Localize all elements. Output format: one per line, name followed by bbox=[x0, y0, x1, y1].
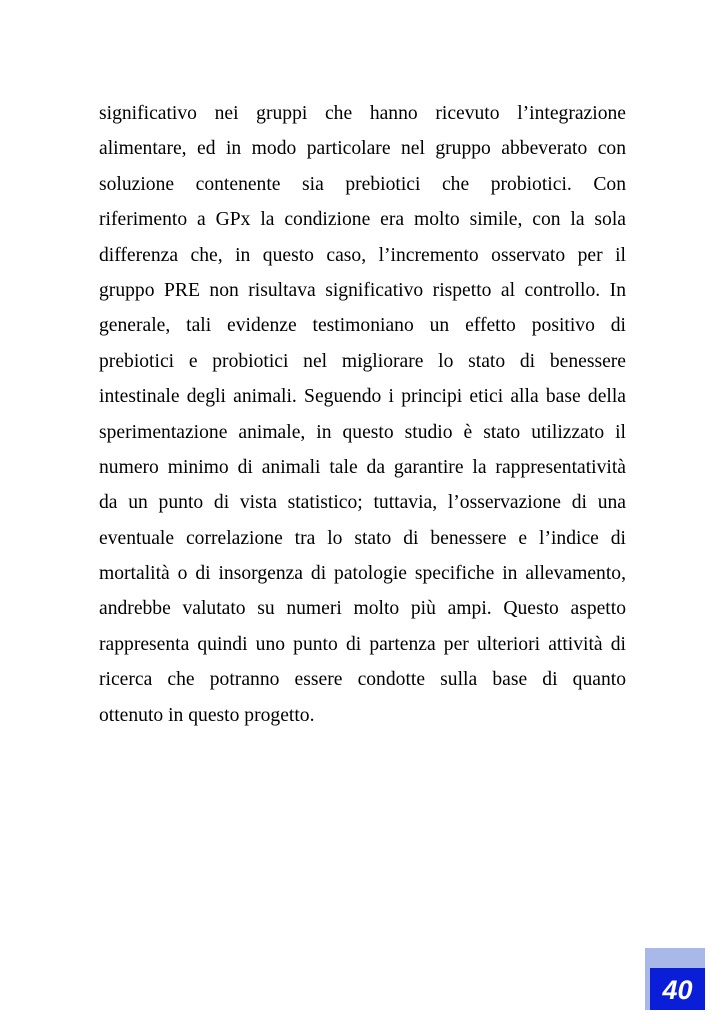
paragraph-line: prebiotici e probiotici nel migliorare lo stato di benessere bbox=[99, 350, 626, 372]
paragraph-line: generale, tali evidenze testimoniano un effetto positivo di bbox=[99, 315, 626, 337]
paragraph-line: mortalità o di insorgenza di patologie specifiche in allevamento, bbox=[99, 563, 626, 585]
paragraph-line: intestinale degli animali. Seguendo i principi etici alla base della bbox=[99, 386, 626, 408]
paragraph-line: alimentare, ed in modo particolare nel gruppo abbeverato con bbox=[99, 138, 626, 160]
paragraph-line: numero minimo di animali tale da garantire la rappresentatività bbox=[99, 456, 626, 478]
paragraph-line: riferimento a GPx la condizione era molto simile, con la sola bbox=[99, 209, 626, 231]
paragraph-line: differenza che, in questo caso, l’incremento osservato per il bbox=[99, 244, 626, 266]
paragraph-line: ricerca che potranno essere condotte sulla base di quanto bbox=[99, 669, 626, 691]
page-number: 40 bbox=[650, 968, 705, 1010]
paragraph-line: significativo nei gruppi che hanno ricevuto l’integrazione bbox=[99, 103, 626, 124]
paragraph-line: ottenuto in questo progetto. bbox=[99, 704, 315, 726]
paragraph-line: rappresenta quindi uno punto di partenza per ulteriori attività di bbox=[99, 633, 626, 655]
body-paragraph bbox=[99, 96, 626, 733]
paragraph-line: soluzione contenente sia prebiotici che probiotici. Con bbox=[99, 173, 626, 195]
paragraph-line: gruppo PRE non risultava significativo rispetto al controllo. In bbox=[99, 279, 626, 301]
paragraph-line: da un punto di vista statistico; tuttavia, l’osservazione di una bbox=[99, 492, 626, 514]
paragraph-line: eventuale correlazione tra lo stato di benessere e l’indice di bbox=[99, 527, 626, 549]
paragraph-line: andrebbe valutato su numeri molto più ampi. Questo aspetto bbox=[99, 598, 626, 620]
paragraph-line: sperimentazione animale, in questo studio è stato utilizzato il bbox=[99, 421, 626, 443]
